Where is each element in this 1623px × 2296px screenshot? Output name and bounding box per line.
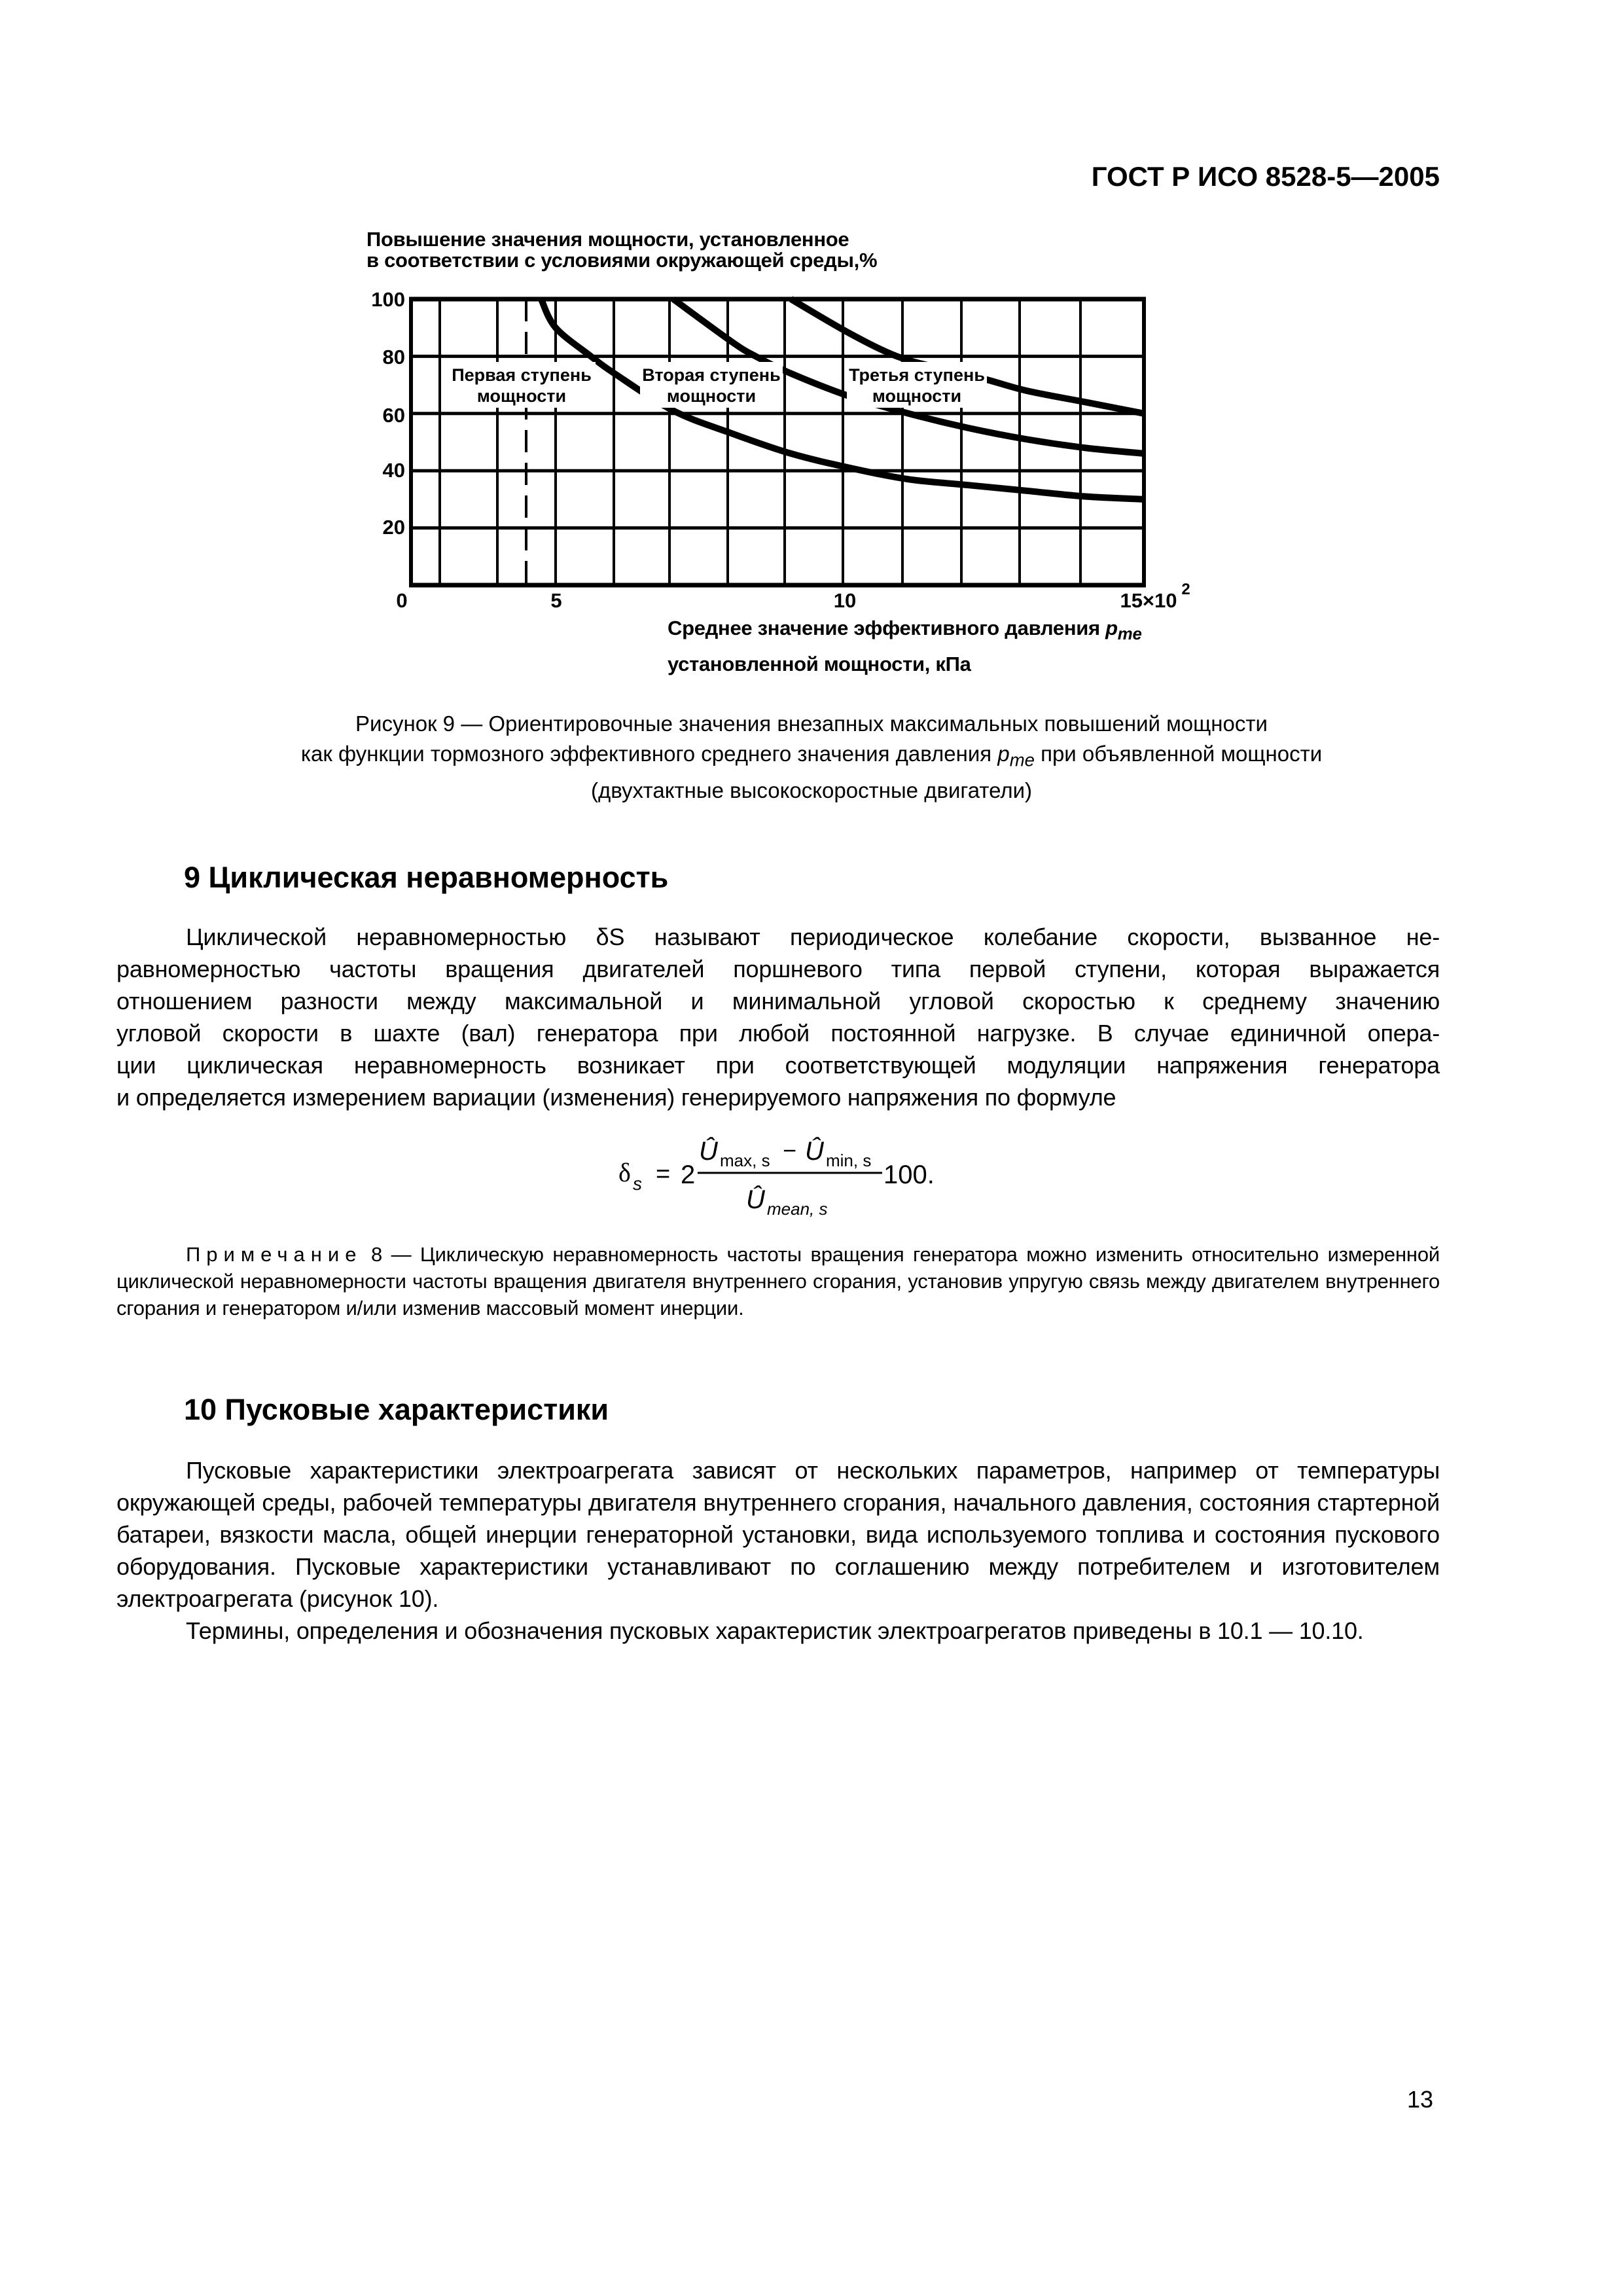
- note-number: 8 —: [362, 1243, 420, 1266]
- section-10-paragraph-2: [116, 1615, 1440, 1647]
- caption-pme-symbol: p: [997, 742, 1010, 766]
- stage-2-label-line-1: Вторая ступень: [642, 365, 781, 385]
- figure-x-axis-title: [668, 613, 1142, 679]
- y-tick-80: 80: [382, 346, 405, 368]
- x-tick-15: 15×10: [1120, 589, 1177, 612]
- x-axis-symbol-subscript: me: [1117, 625, 1142, 644]
- y-tick-60: 60: [382, 404, 405, 427]
- section-9-paragraph: [116, 921, 1440, 1113]
- figure-caption: [131, 709, 1492, 806]
- caption-line-1: Рисунок 9 — Ориентировочные значения внезапных максимальных повышений мощности: [355, 711, 1268, 736]
- power-increase-chart: [353, 288, 1217, 615]
- stage-3-label-line-2: мощности: [872, 386, 962, 406]
- formula-umin: Û: [805, 1137, 824, 1166]
- section-10-paragraph-1: [116, 1454, 1440, 1615]
- note-text: Циклическую неравномерность частоты вращения генератора можно изменить относительно измеренной циклической неравномерности частоты вращения двигателя внутреннего сгорания, установив упругую связь между двигателем внутреннего сгорания и генератором и/или изменив массовый момент инерции.: [116, 1243, 1440, 1319]
- cyclic-irregularity-formula: [615, 1124, 955, 1223]
- formula-factor: 100.: [883, 1160, 935, 1189]
- x-axis-symbol: p: [1105, 617, 1118, 639]
- formula-coefficient: 2: [681, 1160, 696, 1189]
- caption-line-3: (двухтактные высокоскоростные двигатели): [590, 778, 1033, 802]
- stage-1-label-line-1: Первая ступень: [452, 365, 592, 385]
- section-10-heading: 10 Пусковые характеристики: [184, 1393, 609, 1426]
- formula-minus: −: [783, 1137, 797, 1164]
- section-9-paragraph-line: отношением разности между максимальной и минимальной угловой скоростью к среднему значению: [116, 988, 1440, 1014]
- x-tick-10: 10: [833, 589, 857, 612]
- document-code-header: ГОСТ Р ИСО 8528-5—2005: [1091, 161, 1440, 192]
- formula-umax: Û: [699, 1137, 718, 1166]
- stage-1-label-line-2: мощности: [476, 386, 567, 406]
- x-tick-5: 5: [550, 589, 562, 612]
- note-8: [116, 1241, 1440, 1321]
- formula-umean-sub: mean, s: [767, 1199, 828, 1219]
- y-axis-title-line-1: Повышение значения мощности, установленное: [366, 228, 849, 251]
- section-9-heading: 9 Циклическая неравномерность: [184, 861, 669, 894]
- x-axis-title-line-1: Среднее значение эффективного давления: [668, 617, 1106, 639]
- formula-delta: δ: [618, 1158, 631, 1187]
- page-number: 13: [1406, 2086, 1433, 2113]
- caption-line-2-text: как функции тормозного эффективного среднего значения давления: [300, 742, 998, 766]
- stage-2-label-line-2: мощности: [666, 386, 757, 406]
- stage-3-label-line-1: Третья ступень: [849, 365, 985, 385]
- y-tick-100: 100: [371, 288, 405, 311]
- y-tick-40: 40: [382, 459, 405, 482]
- formula-equals: =: [656, 1160, 671, 1188]
- section-10-paragraph-2-text: Термины, определения и обозначения пусковых характеристик электроагрегатов приведены в 10.1 — 10.10.: [186, 1617, 1364, 1644]
- caption-pme-subscript: me: [1009, 749, 1035, 770]
- section-9-paragraph-line: и определяется измерением вариации (изменения) генерируемого напряжения по формуле: [116, 1084, 1116, 1111]
- caption-line-2: [131, 739, 1492, 776]
- formula-umean: Û: [746, 1185, 765, 1214]
- formula-umax-sub: max, s: [720, 1151, 770, 1170]
- figure-y-axis-title: [366, 229, 877, 271]
- x-tick-0: 0: [396, 589, 408, 612]
- section-10-paragraph-1-text: Пусковые характеристики электроагрегата зависят от нескольких параметров, например от температуры окружающей среды, рабочей температуры двигателя внутреннего сгорания, начального давления, состояния стартерной батареи, вязкости масла, общей инерции генераторной установки, вида используемого топлива и состояния пускового оборудования. Пусковые характеристики устанавливают по соглашению между потребителем и изготовителем электроагрегата (рисунок 10).: [116, 1457, 1440, 1612]
- caption-line-2-tail: при объявленной мощности: [1034, 742, 1323, 766]
- note-label: Примечание: [186, 1243, 363, 1266]
- section-9-paragraph-line: ции циклическая неравномерность возникает при соответствующей модуляции напряжения генератора: [116, 1052, 1440, 1079]
- y-axis-title-line-2: в соответствии с условиями окружающей среды,%: [366, 249, 878, 272]
- y-tick-20: 20: [382, 516, 405, 539]
- x-tick-exponent: 2: [1181, 581, 1190, 598]
- section-9-paragraph-line: угловой скорости в шахте (вал) генератора при любой постоянной нагрузке. В случае единичной опера-: [116, 1020, 1440, 1047]
- formula-umin-sub: min, s: [826, 1151, 872, 1170]
- section-9-paragraph-line: Циклической неравномерностью δS называют периодическое колебание скорости, вызванное не-: [186, 924, 1440, 950]
- y-tick-labels: [371, 288, 405, 539]
- x-axis-title-line-2: установленной мощности, кПа: [668, 653, 971, 676]
- section-9-paragraph-line: равномерностью частоты вращения двигателей поршневого типа первой ступени, которая выражается: [116, 956, 1440, 982]
- formula-delta-sub: s: [633, 1174, 642, 1194]
